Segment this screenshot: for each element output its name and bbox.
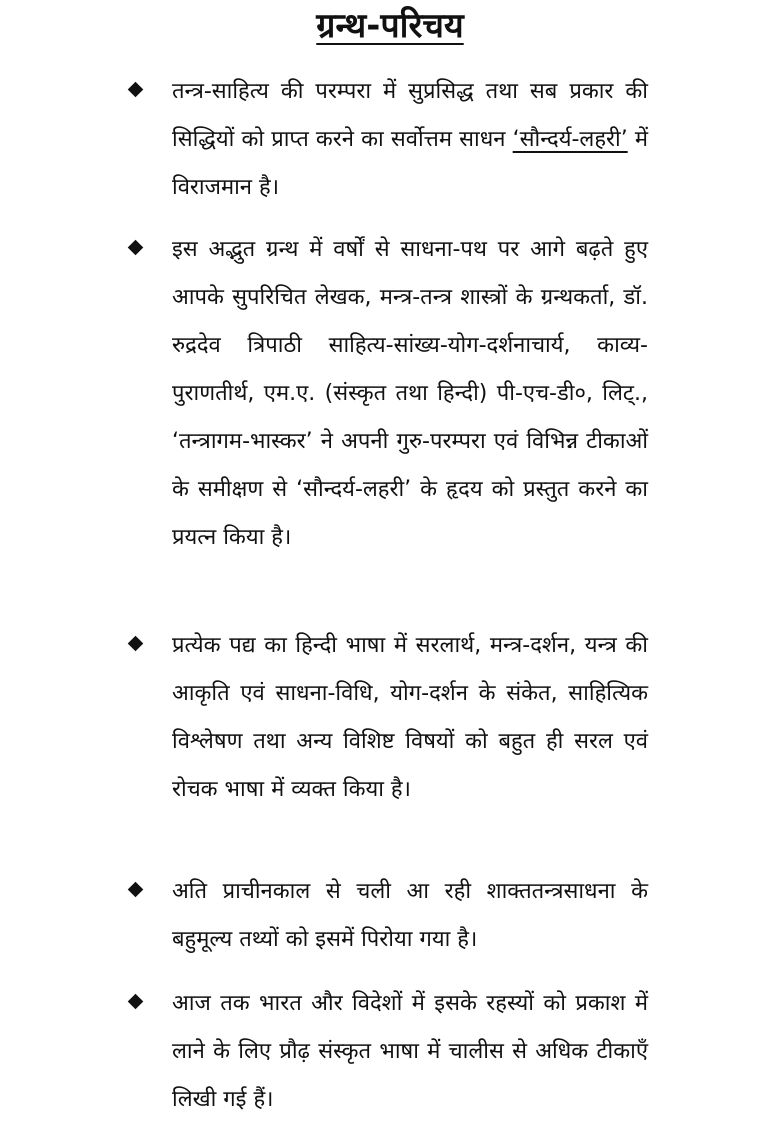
diamond-bullet-icon bbox=[128, 240, 144, 256]
bullet-item-4-text: अति प्राचीनकाल से चली आ रही शाक्ततन्त्रसाधना के बहुमूल्य तथ्यों को इसमें पिरोया गया है। bbox=[172, 879, 648, 952]
bullet-item-1-text-post: में विराजमान है। bbox=[172, 127, 648, 200]
bullet-item-3-text: प्रत्येक पद्य का हिन्दी भाषा में सरलार्थ, मन्त्र-दर्शन, यन्त्र की आकृति एवं साधना-विधि, योग-दर्शन के संकेत, साहित्यिक विश्लेषण तथा अन्य विशिष्ट विषयों को बहुत ही सरल एवं रोचक भाषा में व्यक्त किया है। bbox=[172, 633, 648, 802]
diamond-bullet-icon bbox=[128, 994, 144, 1010]
bullet-item-5-text: आज तक भारत और विदेशों में इसके रहस्यों को प्रकाश में लाने के लिए प्रौढ़ संस्कृत भाषा में चालीस से अधिक टीकाएँ लिखी गई हैं। bbox=[172, 991, 648, 1112]
bullet-item-1-text-pre: तन्त्र-साहित्य की परम्परा में सुप्रसिद्ध तथा सब प्रकार की सिद्धियों को प्राप्त करने का सर्वोत्तम साधन bbox=[172, 79, 648, 152]
diamond-bullet-icon bbox=[128, 882, 144, 898]
bullet-item-1-book-name: ‘सौन्दर्य-लहरी’ bbox=[512, 127, 628, 152]
diamond-bullet-icon bbox=[128, 82, 144, 98]
page-title bbox=[0, 4, 780, 48]
bullet-item-3 bbox=[130, 622, 650, 814]
bullet-item-2-text: इस अद्भुत ग्रन्थ में वर्षों से साधना-पथ पर आगे बढ़ते हुए आपके सुपरिचित लेखक, मन्त्र-तन्त्र शास्त्रों के ग्रन्थकर्ता, डॉ. रुद्रदेव त्रिपाठी साहित्य-सांख्य-योग-दर्शनाचार्य, काव्य-पुराणतीर्थ, एम.ए. (संस्कृत तथा हिन्दी) पी-एच-डी०, लिट्., ‘तन्त्रागम-भास्कर’ ने अपनी गुरु-परम्परा एवं विभिन्न टीकाओं के समीक्षण से ‘सौन्दर्य-लहरी’ के हृदय को प्रस्तुत करने का प्रयत्न किया है। bbox=[172, 237, 648, 550]
bullet-item-5 bbox=[130, 980, 650, 1124]
bullet-item-1-text bbox=[172, 68, 648, 212]
page-title-text: ग्रन्थ-परिचय bbox=[316, 6, 464, 46]
diamond-bullet-icon bbox=[128, 636, 144, 652]
bullet-item-4 bbox=[130, 868, 650, 964]
bullet-item-1 bbox=[130, 68, 650, 212]
bullet-item-2 bbox=[130, 226, 650, 562]
